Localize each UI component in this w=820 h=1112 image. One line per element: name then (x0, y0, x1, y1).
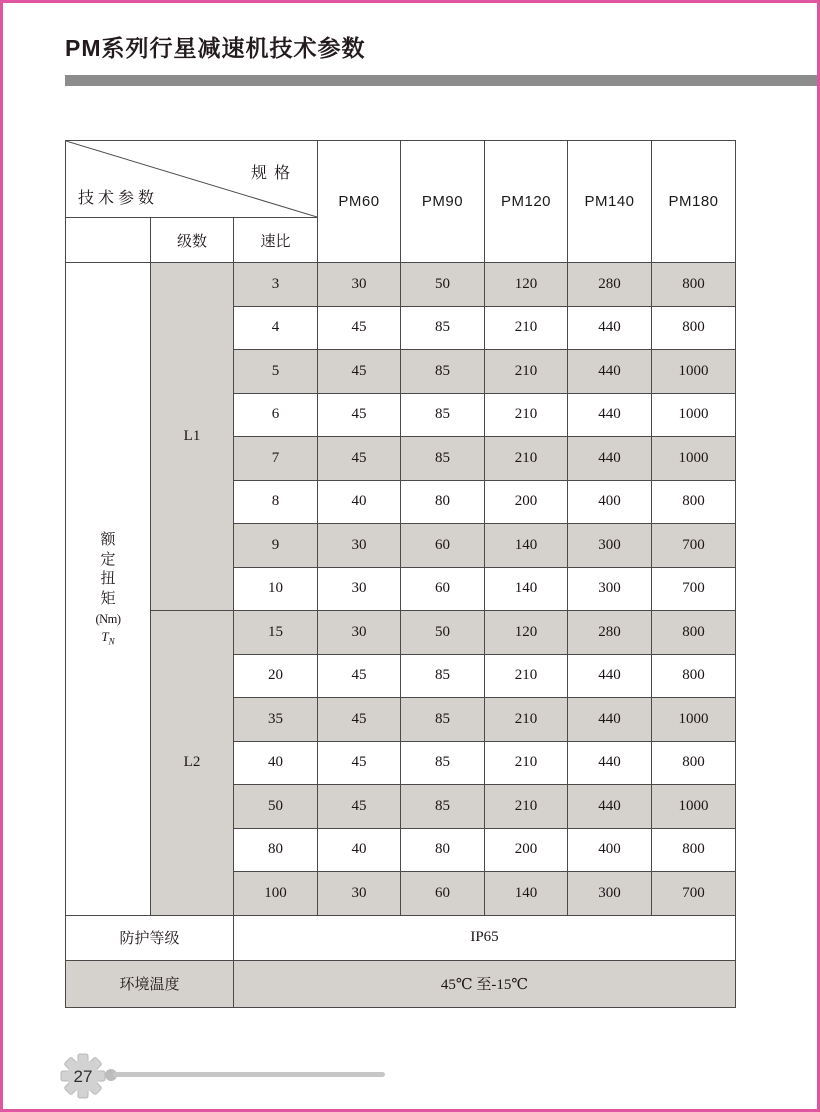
torque-value-cell: 85 (401, 393, 485, 437)
torque-value-cell: 700 (652, 524, 736, 568)
torque-value-cell: 40 (318, 828, 401, 872)
torque-value-cell: 1000 (652, 350, 736, 394)
torque-value-cell: 50 (401, 611, 485, 655)
torque-value-cell: 45 (318, 654, 401, 698)
torque-value-cell: 210 (485, 437, 568, 481)
torque-value-cell: 1000 (652, 437, 736, 481)
torque-value-cell: 280 (568, 263, 652, 307)
ratio-cell: 7 (234, 437, 318, 481)
ratio-cell: 8 (234, 480, 318, 524)
torque-value-cell: 85 (401, 654, 485, 698)
torque-value-cell: 45 (318, 306, 401, 350)
corner-diagonal-cell (66, 141, 318, 218)
subheader-empty-cell (66, 218, 151, 263)
page-number-gear (60, 1053, 106, 1099)
title-underline-bar (65, 75, 817, 86)
row-label-rated-torque (66, 263, 151, 916)
torque-value-cell: 140 (485, 567, 568, 611)
torque-value-cell: 210 (485, 393, 568, 437)
protection-class-label: 防护等级 (66, 915, 234, 960)
torque-value-cell: 280 (568, 611, 652, 655)
torque-value-cell: 85 (401, 785, 485, 829)
torque-value-cell: 700 (652, 567, 736, 611)
torque-value-cell: 210 (485, 741, 568, 785)
protection-class-value: IP65 (234, 915, 736, 960)
torque-value-cell: 800 (652, 611, 736, 655)
torque-value-cell: 30 (318, 263, 401, 307)
torque-value-cell: 45 (318, 393, 401, 437)
torque-value-cell: 400 (568, 828, 652, 872)
torque-unit: (Nm) (95, 612, 121, 627)
ratio-cell: 3 (234, 263, 318, 307)
page-number: 27 (73, 1067, 93, 1086)
protection-class-row (66, 915, 736, 960)
torque-value-cell: 800 (652, 480, 736, 524)
ratio-cell: 4 (234, 306, 318, 350)
torque-value-cell: 1000 (652, 698, 736, 742)
torque-value-cell: 45 (318, 698, 401, 742)
torque-value-cell: 440 (568, 437, 652, 481)
torque-value-cell: 210 (485, 654, 568, 698)
torque-value-cell: 60 (401, 567, 485, 611)
torque-value-cell: 60 (401, 872, 485, 916)
torque-value-cell: 200 (485, 828, 568, 872)
torque-value-cell: 440 (568, 741, 652, 785)
column-header-pm60: PM60 (318, 141, 401, 263)
ratio-cell: 5 (234, 350, 318, 394)
torque-value-cell: 440 (568, 698, 652, 742)
ratio-cell: 40 (234, 741, 318, 785)
torque-value-cell: 300 (568, 872, 652, 916)
torque-value-cell: 85 (401, 741, 485, 785)
page-title: PM系列行星减速机技术参数 (65, 35, 366, 61)
torque-value-cell: 200 (485, 480, 568, 524)
corner-label-spec: 规格 (251, 165, 298, 182)
ratio-cell: 6 (234, 393, 318, 437)
column-header-pm120: PM120 (485, 141, 568, 263)
ratio-cell: 100 (234, 872, 318, 916)
torque-value-cell: 300 (568, 567, 652, 611)
torque-value-cell: 700 (652, 872, 736, 916)
torque-value-cell: 140 (485, 872, 568, 916)
torque-value-cell: 210 (485, 785, 568, 829)
torque-label-vertical: 额定扭矩 (100, 531, 116, 608)
subheader-ratio: 速比 (234, 218, 318, 263)
table-row (66, 263, 736, 307)
torque-value-cell: 45 (318, 437, 401, 481)
torque-value-cell: 800 (652, 306, 736, 350)
torque-value-cell: 210 (485, 350, 568, 394)
column-header-pm90: PM90 (401, 141, 485, 263)
torque-value-cell: 85 (401, 698, 485, 742)
torque-value-cell: 85 (401, 350, 485, 394)
ratio-cell: 9 (234, 524, 318, 568)
subheader-stages: 级数 (151, 218, 234, 263)
torque-value-cell: 440 (568, 785, 652, 829)
torque-value-cell: 800 (652, 654, 736, 698)
footer-decorative-line (113, 1072, 385, 1077)
ratio-cell: 35 (234, 698, 318, 742)
column-header-pm140: PM140 (568, 141, 652, 263)
stage-cell-l1: L1 (151, 263, 234, 611)
table-row (66, 611, 736, 655)
torque-value-cell: 210 (485, 698, 568, 742)
torque-value-cell: 85 (401, 437, 485, 481)
torque-value-cell: 1000 (652, 785, 736, 829)
ratio-cell: 20 (234, 654, 318, 698)
torque-value-cell: 440 (568, 393, 652, 437)
torque-value-cell: 440 (568, 654, 652, 698)
torque-value-cell: 800 (652, 741, 736, 785)
torque-value-cell: 1000 (652, 393, 736, 437)
torque-value-cell: 440 (568, 306, 652, 350)
ratio-cell: 80 (234, 828, 318, 872)
ambient-temperature-value: 45℃ 至-15℃ (234, 960, 736, 1007)
torque-symbol: $T_N$ (101, 629, 115, 647)
torque-value-cell: 300 (568, 524, 652, 568)
torque-value-cell: 85 (401, 306, 485, 350)
torque-value-cell: 800 (652, 828, 736, 872)
stage-cell-l2: L2 (151, 611, 234, 916)
torque-value-cell: 30 (318, 611, 401, 655)
torque-value-cell: 400 (568, 480, 652, 524)
torque-value-cell: 120 (485, 611, 568, 655)
ratio-cell: 10 (234, 567, 318, 611)
torque-value-cell: 30 (318, 567, 401, 611)
torque-value-cell: 210 (485, 306, 568, 350)
ambient-temperature-label: 环境温度 (66, 960, 234, 1007)
torque-value-cell: 800 (652, 263, 736, 307)
ambient-temperature-row (66, 960, 736, 1007)
corner-label-params: 技术参数 (78, 190, 159, 207)
torque-value-cell: 80 (401, 828, 485, 872)
header-row (66, 141, 736, 218)
torque-value-cell: 45 (318, 741, 401, 785)
torque-value-cell: 40 (318, 480, 401, 524)
torque-value-cell: 50 (401, 263, 485, 307)
torque-value-cell: 45 (318, 785, 401, 829)
torque-value-cell: 440 (568, 350, 652, 394)
ratio-cell: 50 (234, 785, 318, 829)
torque-value-cell: 30 (318, 872, 401, 916)
torque-value-cell: 140 (485, 524, 568, 568)
torque-value-cell: 30 (318, 524, 401, 568)
column-header-pm180: PM180 (652, 141, 736, 263)
torque-value-cell: 60 (401, 524, 485, 568)
torque-value-cell: 120 (485, 263, 568, 307)
torque-value-cell: 80 (401, 480, 485, 524)
gear-icon (60, 1053, 106, 1099)
ratio-cell: 15 (234, 611, 318, 655)
torque-value-cell: 45 (318, 350, 401, 394)
spec-table (65, 140, 736, 1008)
